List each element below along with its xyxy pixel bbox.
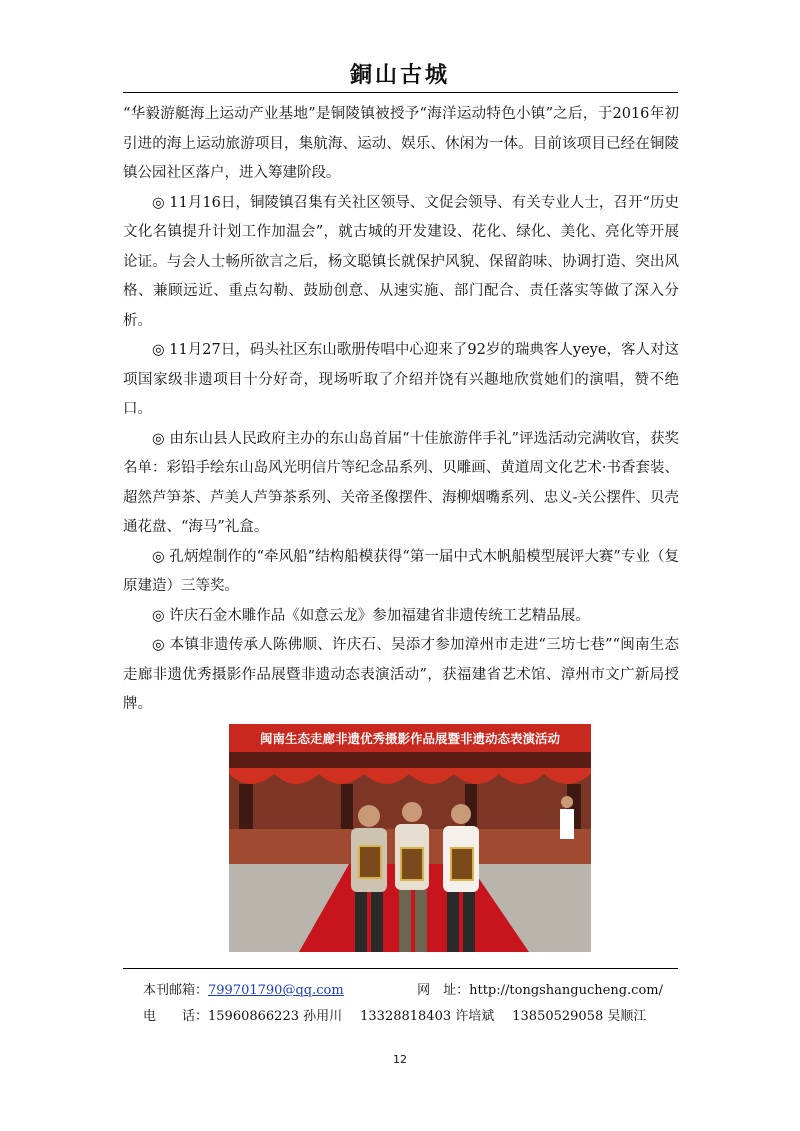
paragraph-ship-model: ◎ 孔炳煌制作的“牵风船”结构船模获得“第一届中式木帆船模型展评大赛”专业（复原建造）三等奖。: [123, 548, 679, 594]
paragraph-heritage-award: ◎ 本镇非遗传承人陈佛顺、许庆石、吴添才参加漳州市走进“三坊七巷”“闽南生态走廊非遗优秀摄影作品展暨非遗动态表演活动”，获福建省艺术馆、漳州市文广新局授牌。: [123, 637, 679, 712]
footer-row-phones: [143, 1004, 663, 1030]
contact-footer: [143, 978, 663, 1030]
website-label: 网 址：: [417, 983, 470, 998]
page-title: 銅山古城: [349, 62, 450, 88]
footer-divider: [123, 968, 678, 969]
phone-label: 电 话：: [143, 1009, 209, 1024]
event-photo: [229, 724, 591, 952]
footer-spacer: [342, 1004, 360, 1030]
email-link[interactable]: 799701790@qq.com: [208, 983, 344, 998]
footer-row-contact: [143, 978, 663, 1004]
page-number: 12: [393, 1053, 407, 1066]
paragraph-wood-carving: ◎ 许庆石金木雕作品《如意云龙》参加福建省非遗传统工艺精品展。: [152, 607, 590, 624]
paragraph-yacht-base: “华毅游艇海上运动产业基地”是铜陵镇被授予“海洋运动特色小镇”之后，于2016年初引进的海上运动旅游项目，集航海、运动、娱乐、休闲为一体。目前该项目已经在铜陵镇公园社区落户，进入筹建阶段。: [123, 106, 679, 181]
phone-1: 15960866223 孙用川: [208, 1009, 343, 1024]
paragraph-souvenir-awards: ◎ 由东山县人民政府主办的东山岛首届“十佳旅游伴手礼”评选活动完满收官，获奖名单：彩铅手绘东山岛风光明信片等纪念品系列、贝雕画、黄道周文化艺术·书香套装、超然芦笋茶、芦美人芦笋茶系列、关帝圣像摆件、海柳烟嘴系列、忠义-关公摆件、贝壳通花盘、“海马”礼盒。: [123, 430, 679, 535]
footer-spacer: [494, 1004, 512, 1030]
website-url: http://tongshangucheng.com/: [469, 983, 663, 998]
event-photo-illustration: [229, 724, 591, 952]
photo-bystander: [560, 796, 574, 839]
article-body: [123, 100, 679, 720]
phone-3: 13850529058 吴顺江: [512, 1009, 647, 1024]
email-label: 本刊邮箱：: [143, 983, 209, 998]
photo-banner-text: 闽南生态走廊非遗优秀摄影作品展暨非遗动态表演活动: [259, 731, 561, 746]
phone-2: 13328818403 许培斌: [360, 1009, 495, 1024]
paragraph-nov16-meeting: ◎ 11月16日，铜陵镇召集有关社区领导、文促会领导、有关专业人士，召开“历史文化名镇提升计划工作加温会”，就古城的开发建设、花化、绿化、美化、亮化等开展论证。与会人士畅所欲言之后，杨文聪镇长就保护风貌、保留韵味、协调打造、突出风格、兼顾远近、重点勾勒、鼓励创意、从速实施、部门配合、责任落实等做了深入分析。: [123, 194, 679, 329]
footer-spacer: [344, 978, 417, 1004]
paragraph-nov27-visitor: ◎ 11月27日，码头社区东山歌册传唱中心迎来了92岁的瑞典客人yeye，客人对这项国家级非遗项目十分好奇，现场听取了介绍并饶有兴趣地欣赏她们的演唱，赞不绝口。: [123, 342, 679, 417]
header-divider: [123, 92, 678, 93]
